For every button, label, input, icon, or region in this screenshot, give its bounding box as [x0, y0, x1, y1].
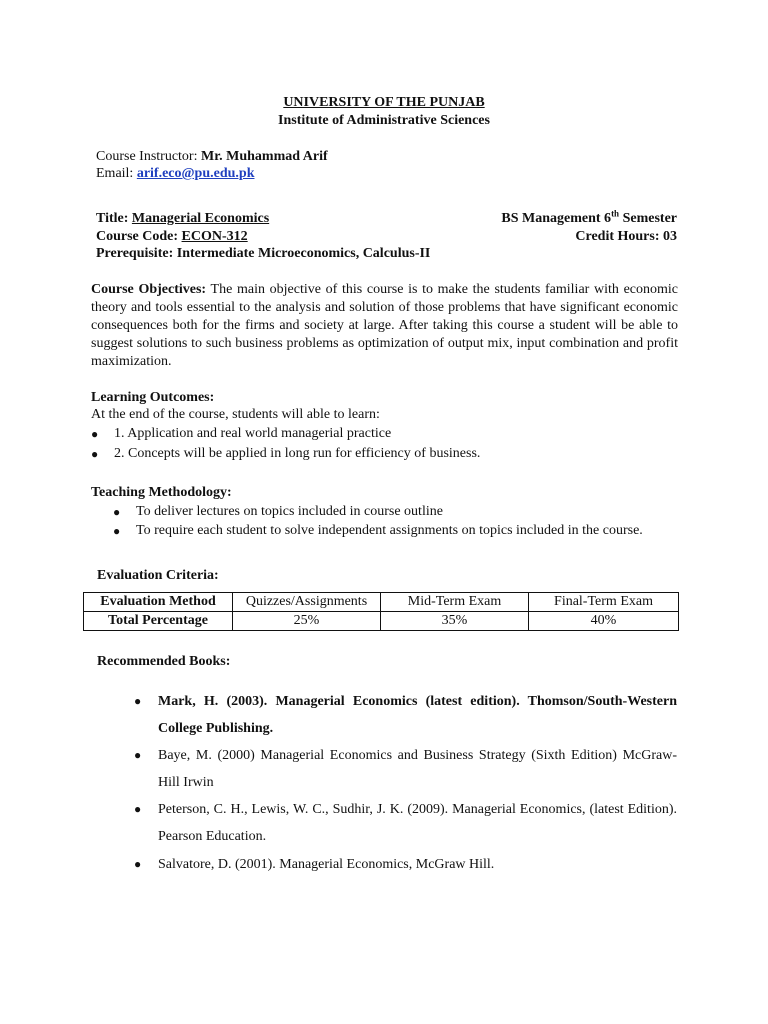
- table-header-cell: Mid-Term Exam: [381, 593, 529, 612]
- book-item: Peterson, C. H., Lewis, W. C., Sudhir, J. K. (2009). Managerial Economics, (latest Edition). Pearson Education.: [158, 802, 677, 844]
- code-line: [96, 228, 248, 246]
- evaluation-heading: Evaluation Criteria:: [97, 568, 219, 583]
- outcome-item: 1. Application and real world managerial practice: [114, 426, 392, 441]
- bullet-icon: ●: [134, 802, 142, 816]
- code-label: Course Code:: [96, 229, 182, 244]
- instructor-name: Mr. Muhammad Arif: [200, 149, 328, 164]
- prerequisite: Prerequisite: Intermediate Microeconomics, Calculus-II: [96, 246, 431, 261]
- outcome-item: 2. Concepts will be applied in long run for efficiency of business.: [114, 446, 481, 461]
- bullet-icon: ●: [91, 427, 99, 441]
- email-line: [96, 165, 254, 183]
- title-label: Title:: [96, 211, 132, 226]
- credit-hours: Credit Hours: 03: [575, 229, 677, 244]
- table-cell: 35%: [381, 612, 529, 631]
- table-row: [84, 612, 679, 631]
- bullet-icon: ●: [91, 447, 99, 461]
- bullet-icon: ●: [134, 694, 142, 708]
- instructor-line: [96, 148, 328, 166]
- evaluation-table-wrap: [83, 592, 679, 631]
- books-heading: Recommended Books:: [97, 654, 231, 669]
- bullet-icon: ●: [134, 857, 142, 871]
- title-line: [96, 210, 269, 228]
- program-sup: th: [611, 208, 620, 219]
- table-cell: 25%: [233, 612, 381, 631]
- institute-title: Institute of Administrative Sciences: [278, 113, 490, 128]
- course-title: Managerial Economics: [131, 211, 270, 226]
- methodology-item: To deliver lectures on topics included in course outline: [136, 504, 443, 519]
- objectives-label: Course Objectives:: [91, 282, 207, 297]
- bullet-icon: ●: [134, 748, 142, 762]
- program-tail: Semester: [619, 211, 677, 226]
- book-item: Salvatore, D. (2001). Managerial Economics, McGraw Hill.: [158, 857, 495, 872]
- book-item: Baye, M. (2000) Managerial Economics and Business Strategy (Sixth Edition) McGraw-Hill Irwin: [158, 748, 677, 790]
- table-cell: 40%: [529, 612, 679, 631]
- bullet-icon: ●: [113, 505, 121, 519]
- evaluation-table: [83, 592, 679, 631]
- table-row-label: Evaluation Method: [84, 593, 233, 612]
- university-title: UNIVERSITY OF THE PUNJAB: [283, 95, 485, 110]
- table-row-label: Total Percentage: [84, 612, 233, 631]
- program-line: [501, 210, 677, 228]
- program-label: BS Management 6: [501, 211, 612, 226]
- objectives-text: The main objective of this course is to make the students familiar with economic theory and tools essential to the analysis and solution of those problems that have significant economic consequences both for the firms and society at large. After taking this course a student will be able to suggest solutions to such business problems as optimization of output mix, input combination and profit maximization.: [91, 282, 678, 369]
- table-header-cell: Final-Term Exam: [529, 593, 679, 612]
- table-header-cell: Quizzes/Assignments: [233, 593, 381, 612]
- course-code: ECON-312: [181, 229, 248, 244]
- instructor-label: Course Instructor:: [96, 149, 201, 164]
- objectives-paragraph: [91, 281, 678, 371]
- email-link[interactable]: arif.eco@pu.edu.pk: [136, 166, 255, 181]
- methodology-item: To require each student to solve independent assignments on topics included in the course.: [136, 523, 643, 538]
- email-label: Email:: [96, 166, 137, 181]
- outcomes-heading: Learning Outcomes:: [91, 390, 215, 405]
- methodology-heading: Teaching Methodology:: [91, 485, 232, 500]
- table-row: [84, 593, 679, 612]
- book-item: Mark, H. (2003). Managerial Economics (latest edition). Thomson/South-Western College Publishing.: [158, 694, 677, 736]
- outcomes-intro: At the end of the course, students will able to learn:: [91, 407, 380, 422]
- bullet-icon: ●: [113, 524, 121, 538]
